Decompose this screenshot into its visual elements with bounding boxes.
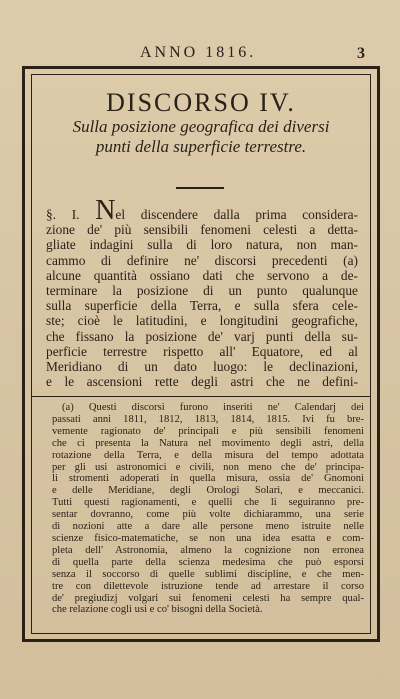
footnote-line: (a) Questi discorsi furono inseriti ne' Calendarj dei: [62, 402, 364, 413]
footnote-line: scienze fisico-matematiche, se non una idea esatta e com-: [52, 532, 364, 544]
footnote-line: pleta dell' Astronomia, almeno la cognizione non erronea: [52, 544, 364, 556]
footnote: [52, 402, 364, 616]
body-line: zione de' più sensibili fenomeni celesti a detta-: [46, 222, 358, 238]
body-line: sulla superficie della Terra, e sulla sfera cele-: [46, 298, 358, 314]
subtitle-line: punti della superficie terrestre.: [95, 137, 307, 156]
chapter-subtitle: [40, 117, 362, 157]
page-number: 3: [357, 45, 365, 62]
footnote-line: tre con dilettevole istruzione tende ad arrestare il corso: [52, 580, 364, 592]
body-line: §. I. Nel discendere dalla prima considera-: [46, 195, 359, 226]
footnote-line: vemente ragionato de' principali e più sensibili fenomeni: [52, 425, 364, 437]
footnote-line: Tutti questi ragionamenti, e quelli che li seguiranno pre-: [52, 497, 364, 509]
footnote-line: li stromenti adoperati in quella misura, ossia de' Gnomoni: [52, 473, 364, 485]
body-line: e le ascensioni rette degli astri che ne defini-: [46, 374, 358, 390]
body-line: cammo di definire ne' discorsi precedenti (a): [46, 252, 358, 268]
heading-rule: [176, 187, 224, 189]
footnote-line: di nozioni atte a dare alle persone meno istruite nelle: [52, 521, 364, 533]
body-line: che fissano la posizione de' varj punti della su-: [46, 328, 358, 344]
footnote-line: passati anni 1811, 1812, 1813, 1814, 1815. Ivi fu bre-: [52, 413, 364, 425]
subtitle-line: Sulla posizione geografica dei diversi: [72, 117, 330, 136]
running-title: ANNO 1816.: [140, 44, 257, 61]
footnote-line: senza il soccorso di quelle sublimi discipline, e che men-: [52, 568, 364, 580]
footnote-line: e delle Meridiane, degli Orologi Solari, e meccanici.: [52, 485, 364, 497]
body-line: gliate indagini sulla di loro natura, non man-: [46, 237, 358, 253]
page-header: [0, 44, 400, 64]
body-line: terminare la posizione di un punto qualunque: [46, 283, 358, 299]
chapter-heading: DISCORSO IV.: [106, 88, 296, 117]
footnote-line: rotazione della Terra, e della misura del tempo adottata: [52, 449, 364, 461]
body-line: alcune quantità ossiano dati che servono a de-: [46, 267, 358, 283]
footnote-line: sentar dovranno, come più volte dichiarammo, una serie: [52, 509, 364, 521]
body-line: Meridiano di un dato luogo: le declinazioni,: [46, 359, 358, 375]
dropcap-letter: N: [95, 195, 116, 226]
footnote-line: che ci presenta la Natura nel movimento degli astri, della: [52, 437, 364, 449]
footnote-line: che relazione cogli usi e co' bisogni della Società.: [52, 604, 263, 616]
footnote-separator: [31, 396, 371, 397]
footnote-line: de' pregiudizj volgari sui fenomeni celesti ha sempre qual-: [52, 592, 364, 604]
footnote-line: di quella parte della scienza medesima che può esporsi: [52, 556, 364, 568]
body-line: perficie terrestre rispetto all' Equatore, ed al: [46, 343, 358, 359]
body-text: [46, 195, 359, 390]
footnote-line: per gli usi astronomici e civili, non meno che de' principa-: [52, 461, 364, 473]
body-line: ste; cioè le latitudini, e longitudini geografiche,: [46, 313, 358, 329]
